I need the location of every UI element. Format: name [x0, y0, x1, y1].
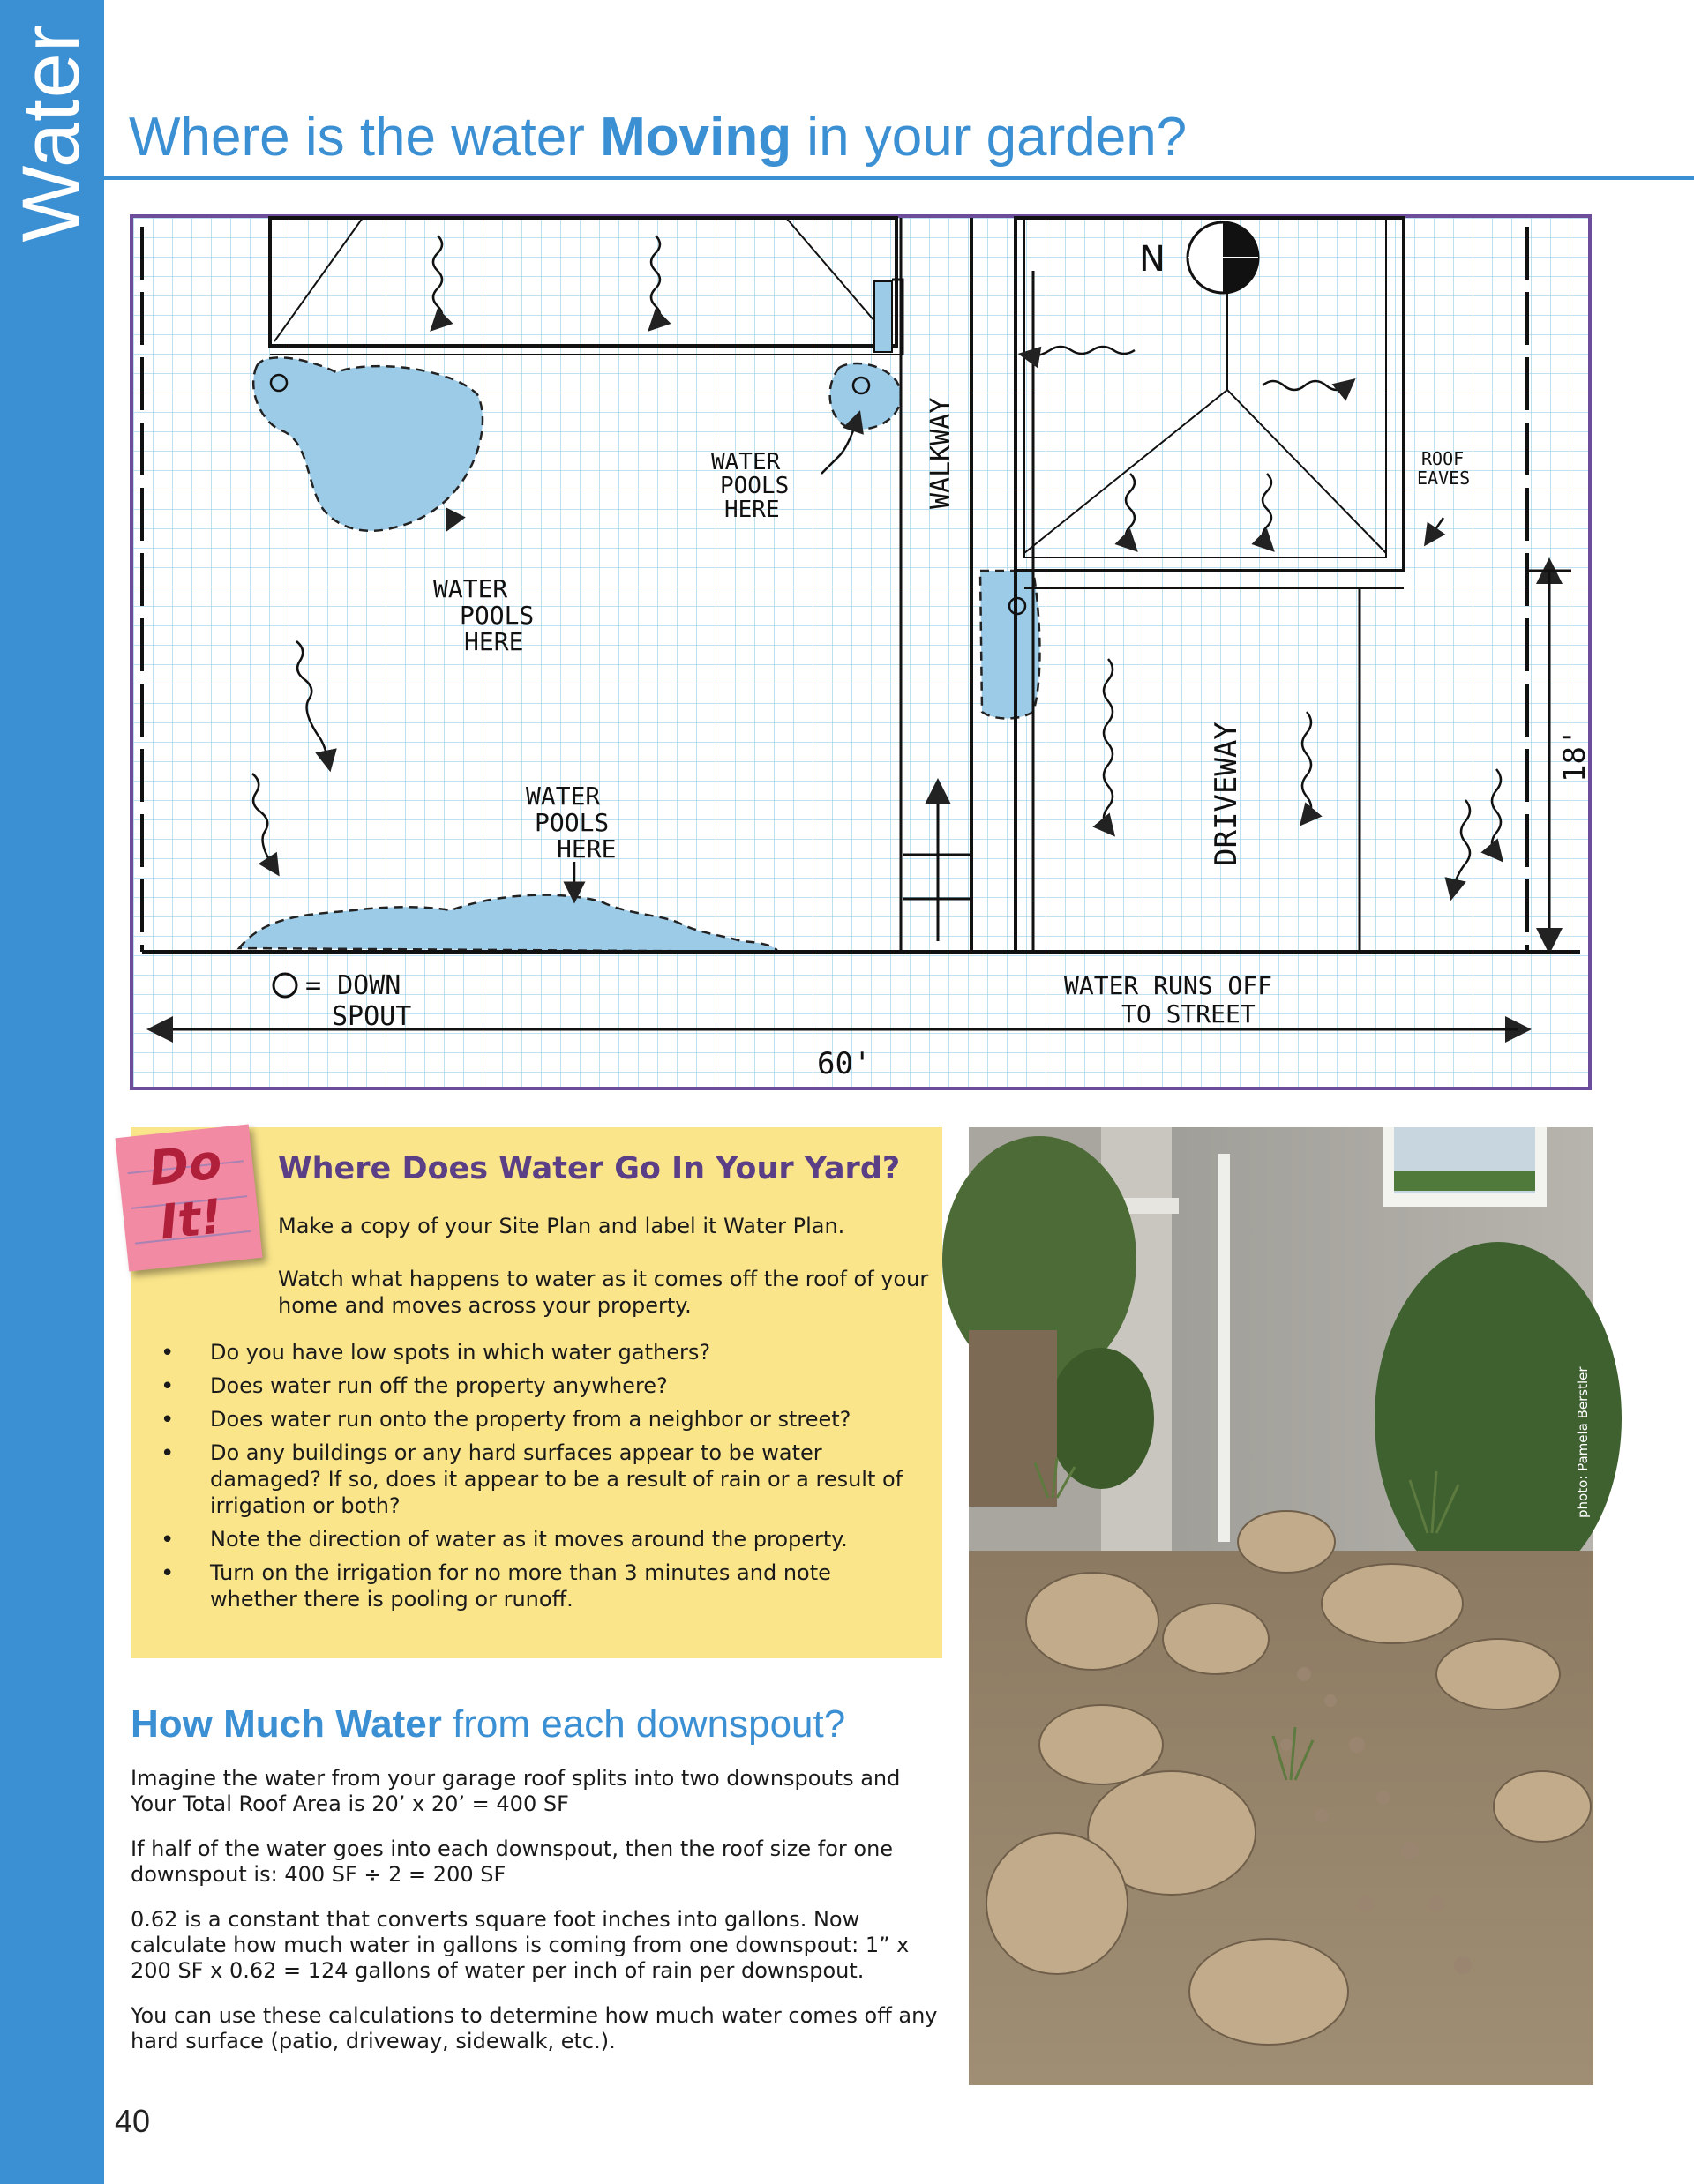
boulder	[1039, 1705, 1163, 1784]
pebble	[1315, 1808, 1329, 1822]
how-much-p2: If half of the water goes into each downspout, then the roof size for one downspout is: 400 SF ÷ 2 = 200 SF	[131, 1836, 894, 1887]
runoff-line-1: WATER RUNS OFF	[1064, 971, 1273, 1000]
pebble	[1376, 1791, 1390, 1805]
pool-walkway	[980, 571, 1040, 719]
page-number: 40	[115, 2103, 151, 2139]
list-item	[157, 1440, 916, 1519]
downspout-pipe	[874, 281, 892, 352]
pools-label-3-l2: POOLS	[535, 808, 610, 837]
how-much-p3: 0.62 is a constant that converts square foot inches into gallons. Now calculate how much water in gallons is coming from one downspout: 1” x 200 SF x 0.62 = 124 gallons of water per inch of rain per downspout.	[131, 1907, 910, 1983]
bullet-dot: •	[161, 1407, 175, 1433]
pebble	[1324, 1694, 1337, 1707]
how-much-p4: You can use these calculations to determine how much water comes off any hard surface (patio, driveway, sidewalk, etc.).	[131, 2003, 938, 2053]
how-much-title-bold: How Much Water	[131, 1702, 442, 1746]
shrub	[1048, 1348, 1154, 1489]
driveway-label: DRIVEWAY	[1209, 722, 1244, 866]
bullet-dot: •	[161, 1340, 175, 1366]
list-item	[157, 1372, 916, 1399]
list-item	[157, 1406, 916, 1432]
bullet-dot: •	[161, 1527, 175, 1553]
boulder	[1163, 1604, 1269, 1674]
water-plan-svg	[133, 218, 1593, 1087]
do-it-sticky-note	[115, 1124, 262, 1271]
grid-paper	[133, 218, 1588, 1087]
pools-label-2-l2: POOLS	[720, 473, 790, 499]
page-title	[129, 106, 1540, 168]
roof-eaves-l2: EAVES	[1417, 467, 1471, 489]
boulder	[986, 1833, 1128, 1974]
pebble	[1349, 1737, 1365, 1753]
legend-line-1: = DOWN	[305, 970, 401, 1001]
pools-label-1-l1: WATER	[433, 574, 508, 603]
pool-center	[830, 363, 901, 430]
bullet-text: Does water run onto the property from a neighbor or street?	[210, 1407, 851, 1432]
boulder	[1494, 1771, 1591, 1842]
pools-label-2-l3: HERE	[724, 497, 780, 523]
pools-label-1-l3: HERE	[464, 627, 524, 656]
how-much-p1: Imagine the water from your garage roof splits into two downspouts and Your Total Roof Area is 20’ x 20’ = 400 SF	[131, 1766, 901, 1816]
section-tab-label: Water	[6, 24, 96, 243]
title-after: in your garden?	[791, 107, 1188, 168]
how-much-title	[131, 1702, 845, 1746]
width-dim-label: 60'	[817, 1046, 872, 1081]
pebble	[1454, 1956, 1472, 1974]
window-reflection	[1394, 1171, 1535, 1191]
fence	[969, 1330, 1057, 1507]
bullet-text: Note the direction of water as it moves around the property.	[210, 1527, 848, 1552]
legend-line-2: SPOUT	[332, 1001, 412, 1032]
boulder	[1026, 1573, 1158, 1670]
bullet-text: Do you have low spots in which water gathers?	[210, 1340, 711, 1365]
do-it-intro-1: Make a copy of your Site Plan and label it Water Plan.	[278, 1214, 845, 1238]
bullet-dot: •	[161, 1373, 175, 1400]
water-plan-drawing	[130, 214, 1592, 1090]
sticky-line-1: Do	[146, 1133, 225, 1197]
downspout	[1218, 1154, 1230, 1542]
north-label: N	[1139, 239, 1166, 280]
pools-label-1-l2: POOLS	[460, 601, 535, 630]
boulder	[1189, 1939, 1348, 2045]
runoff-line-2: TO STREET	[1121, 999, 1256, 1028]
walkway-label: WALKWAY	[926, 397, 956, 509]
section-tab	[0, 0, 104, 2184]
pebble	[1401, 1842, 1419, 1859]
pools-label-3-l1: WATER	[526, 782, 601, 811]
boulder	[1238, 1511, 1335, 1573]
title-bold: Moving	[600, 107, 792, 168]
do-it-title: Where Does Water Go In Your Yard?	[278, 1151, 901, 1186]
do-it-intro-2: Watch what happens to water as it comes off the roof of your home and moves across your property.	[278, 1267, 929, 1318]
sticky-line-2: It!	[157, 1188, 225, 1251]
pebble	[1428, 1896, 1444, 1911]
boulder	[1322, 1564, 1463, 1643]
pebble	[1280, 1739, 1293, 1751]
title-before: Where is the water	[129, 107, 601, 168]
sticky-text	[116, 1131, 260, 1253]
bullet-dot: •	[161, 1560, 175, 1587]
pebble	[1297, 1667, 1311, 1681]
photo-credit-text: photo: Pamela Berstler	[1575, 1366, 1591, 1518]
boulder	[1436, 1639, 1560, 1709]
do-it-bullet-list	[157, 1339, 916, 1619]
depth-dim-label: 18'	[1557, 728, 1593, 782]
title-rule	[104, 176, 1694, 180]
photo-credit	[1572, 1366, 1593, 1518]
roof-eaves-l1: ROOF	[1421, 448, 1465, 469]
pools-label-3-l3: HERE	[557, 834, 617, 864]
bullet-text: Turn on the irrigation for no more than 3 minutes and note whether there is pooling or runoff.	[210, 1560, 831, 1612]
pools-label-2-l1: WATER	[711, 449, 781, 475]
list-item	[157, 1559, 916, 1612]
bullet-dot: •	[161, 1440, 175, 1467]
list-item	[157, 1339, 916, 1365]
bullet-text: Do any buildings or any hard surfaces appear to be water damaged? If so, does it appear to be a result of rain or a result of irrigation or both?	[210, 1440, 903, 1518]
bullet-text: Does water run off the property anywhere?	[210, 1373, 668, 1398]
dry-creek-photo	[969, 1127, 1593, 2085]
how-much-title-rest: from each downspout?	[441, 1702, 846, 1746]
dry-creek-photo-illustration	[969, 1127, 1593, 2085]
pebble	[1358, 1896, 1374, 1911]
list-item	[157, 1526, 916, 1552]
